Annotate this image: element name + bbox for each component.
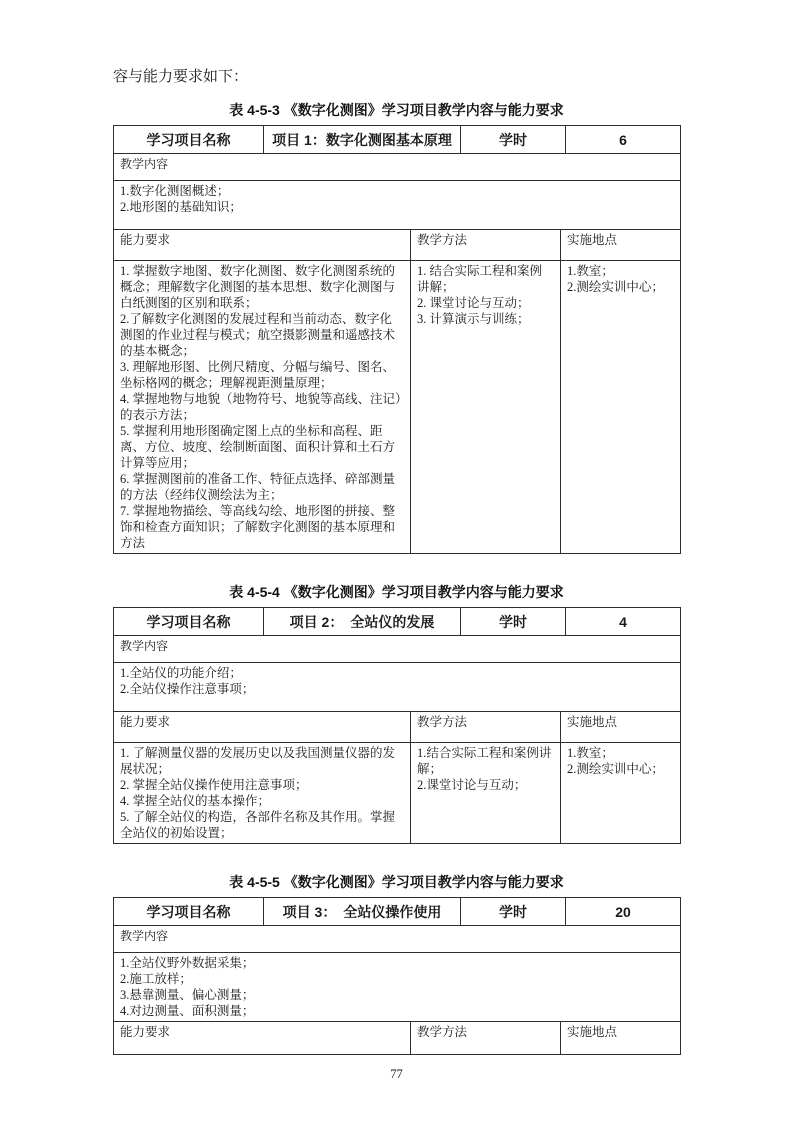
teaching-content-label: 教学内容: [114, 636, 681, 663]
content-line: 2.测绘实训中心；: [567, 280, 664, 294]
teaching-content-label-row: [114, 926, 681, 953]
hours-label: 学时: [461, 898, 566, 926]
location-label: 实施地点: [561, 712, 681, 743]
content-line: 1.数字化测图概述；: [120, 184, 230, 198]
course-table-2: [113, 607, 681, 844]
ability-list: [114, 261, 411, 554]
ability-list: [114, 743, 411, 844]
methods-label: 教学方法: [411, 1022, 561, 1055]
methods-label: 教学方法: [411, 230, 561, 261]
content-line: 1. 结合实际工程和案例讲解；: [417, 264, 543, 294]
content-line: 2.地形图的基础知识；: [120, 200, 242, 214]
content-line: 2.测绘实训中心；: [567, 762, 664, 776]
table-title: 表 4-5-5 《数字化测图》学习项目教学内容与能力要求: [229, 874, 564, 890]
location-label: 实施地点: [561, 1022, 681, 1055]
hours-value: 4: [566, 608, 681, 636]
table-title: 表 4-5-3 《数字化测图》学习项目教学内容与能力要求: [229, 102, 564, 118]
content-line: 6. 掌握测图前的准备工作、特征点选择、碎部测量的方法（经纬仪测绘法为主；: [120, 472, 396, 502]
location-label: 实施地点: [561, 230, 681, 261]
methods-list: [411, 743, 561, 844]
teaching-content-row: [114, 663, 681, 712]
content-line: 5. 了解全站仪的构造，各部件名称及其作用。掌握全站仪的初始设置；: [120, 810, 396, 840]
course-table-1: [113, 125, 681, 554]
table-block-4-5-4: [113, 584, 680, 844]
hours-value: 6: [566, 126, 681, 154]
teaching-content-row: [114, 953, 681, 1022]
table-header-row: [114, 126, 681, 154]
project-name-label: 学习项目名称: [114, 608, 264, 636]
page-number: 77: [390, 1067, 403, 1081]
content-line: 1.全站仪野外数据采集；: [120, 956, 255, 970]
content-line: 1. 掌握数字地图、数字化测图、数字化测图系统的概念；理解数字化测图的基本思想、数字化测图与白纸测图的区别和联系；: [120, 264, 396, 310]
methods-list: [411, 261, 561, 554]
content-line: 4. 掌握全站仪的基本操作；: [120, 794, 271, 808]
content-line: 1.教室；: [567, 746, 614, 760]
teaching-content-row: [114, 181, 681, 230]
hours-label: 学时: [461, 608, 566, 636]
teaching-content-list: [114, 663, 681, 712]
hours-value: 20: [566, 898, 681, 926]
project-name-label: 学习项目名称: [114, 126, 264, 154]
teaching-content-label-row: [114, 154, 681, 181]
content-line: 2. 掌握全站仪操作使用注意事项；: [120, 778, 308, 792]
content-line: 5. 掌握利用地形图确定图上点的坐标和高程、距离、方位、坡度、绘制断面图、面积计算和土石方计算等应用；: [120, 424, 396, 470]
ability-label: 能力要求: [114, 230, 411, 261]
location-list: [561, 261, 681, 554]
project-name-label: 学习项目名称: [114, 898, 264, 926]
content-line: 3.悬靠测量、偏心测量；: [120, 988, 255, 1002]
table-title: 表 4-5-4 《数字化测图》学习项目教学内容与能力要求: [229, 584, 564, 600]
content-line: 1.全站仪的功能介绍；: [120, 666, 242, 680]
content-line: 3. 理解地形图、比例尺精度、分幅与编号、图名、坐标格网的概念；理解视距测量原理；: [120, 360, 396, 390]
content-line: 2.施工放样；: [120, 972, 192, 986]
table-header-row: [114, 608, 681, 636]
content-line: 2. 课堂讨论与互动；: [417, 296, 530, 310]
location-list: [561, 743, 681, 844]
content-line: 7. 掌握地物描绘、等高线勾绘、地形图的拼接、整饰和检查方面知识；了解数字化测图的基本原理和方法: [120, 504, 396, 550]
ability-label: 能力要求: [114, 712, 411, 743]
detail-row: [114, 261, 681, 554]
project-title: 项目 2： 全站仪的发展: [264, 608, 461, 636]
table-block-4-5-3: [113, 102, 680, 554]
course-table-3: [113, 897, 681, 1055]
content-line: 1. 了解测量仪器的发展历史以及我国测量仪器的发展状况；: [120, 746, 396, 776]
detail-row: [114, 743, 681, 844]
ability-label: 能力要求: [114, 1022, 411, 1055]
teaching-content-label: 教学内容: [114, 926, 681, 953]
teaching-content-list: [114, 181, 681, 230]
content-line: 3. 计算演示与训练；: [417, 312, 530, 326]
teaching-content-label-row: [114, 636, 681, 663]
project-title: 项目 1：数字化测图基本原理: [264, 126, 461, 154]
content-line: 1.结合实际工程和案例讲解；: [417, 746, 552, 776]
intro-text: 容与能力要求如下：: [113, 69, 249, 85]
sub-header-row: [114, 230, 681, 261]
hours-label: 学时: [461, 126, 566, 154]
teaching-content-label: 教学内容: [114, 154, 681, 181]
methods-label: 教学方法: [411, 712, 561, 743]
teaching-content-list: [114, 953, 681, 1022]
content-line: 2.了解数字化测图的发展过程和当前动态、数字化测图的作业过程与模式；航空摄影测量和遥感技术的基本概念；: [120, 312, 396, 358]
content-line: 2.全站仪操作注意事项；: [120, 682, 255, 696]
sub-header-row: [114, 1022, 681, 1055]
content-line: 4.对边测量、面积测量；: [120, 1004, 255, 1018]
sub-header-row: [114, 712, 681, 743]
content-line: 1.教室；: [567, 264, 614, 278]
table-header-row: [114, 898, 681, 926]
project-title: 项目 3： 全站仪操作使用: [264, 898, 461, 926]
table-block-4-5-5: [113, 874, 680, 1055]
content-line: 2.课堂讨论与互动；: [417, 778, 527, 792]
content-line: 4. 掌握地物与地貌（地物符号、地貌等高线、注记）的表示方法；: [120, 392, 402, 422]
